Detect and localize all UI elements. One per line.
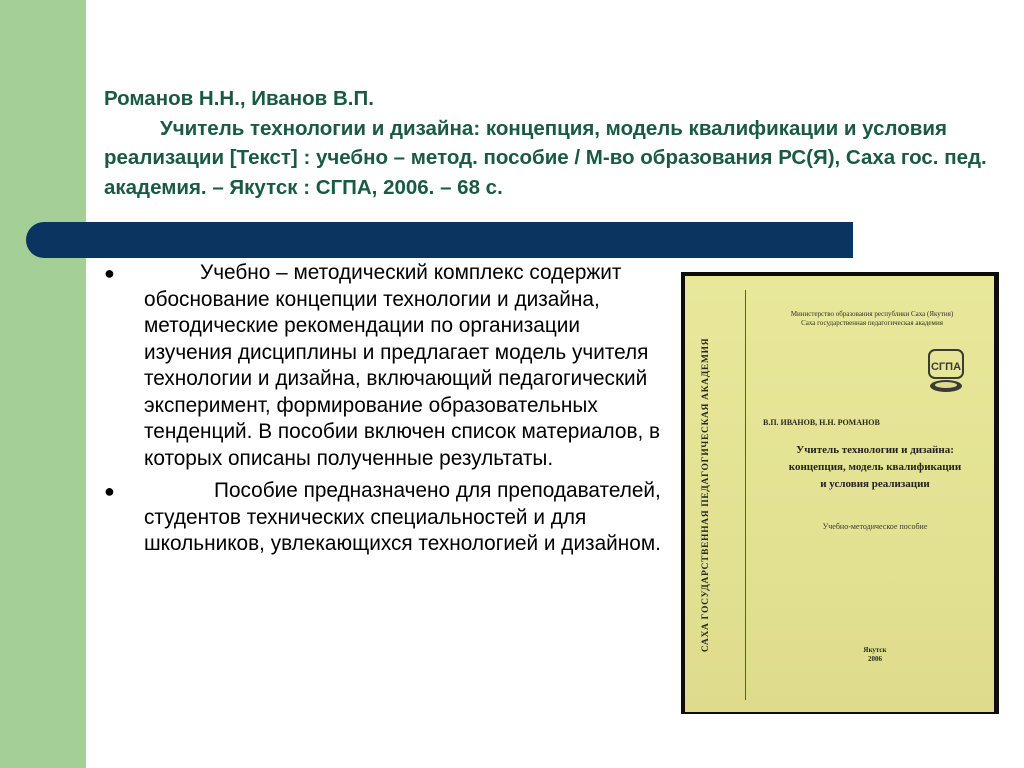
title-divider-bar [26,222,853,258]
title-body: Учитель технологии и дизайна: концепция, модель квалификации и условия реализации [Текст] : учебно – метод. пособие / М-во образования РС(Я), Саха гос. пед. академия. – Якутск : СГПА, 2006. – 68 с. [104,116,987,199]
bullet-1-rest: содержит обоснование концепции технологии и дизайна, методические рекомендации по организации изучения дисциплины и предлагает модель учителя технологии и дизайна, включающий педагогический эксперимент, формирование образовательных тенденций. В пособии включен список материалов, в которых описаны полученные результаты. [144,261,661,470]
bullet-2-first: Пособие предназначено для [214,479,492,502]
svg-text:СГПА: СГПА [930,361,962,373]
book-authors: В.П. ИВАНОВ, Н.Н. РОМАНОВ [763,418,880,427]
bullet-icon: ● [104,263,115,283]
title-authors: Романов Н.Н., Иванов В.П. [104,87,374,110]
list-item [104,260,664,472]
book-title-line-3: и условия реализации [820,478,930,490]
bullet-list [104,260,664,564]
book-subtitle: Учебно-методическое пособие [822,522,928,531]
bullet-2-rest: преподавателей, студентов технических специальностей и для школьников, увлекающихся технологией и дизайном. [144,479,661,555]
slide-title [104,84,1004,202]
book-city: Якутск [863,646,887,654]
book-spine-text: САХА ГОСУДАРСТВЕННАЯ ПЕДАГОГИЧЕСКАЯ АКАДЕМИЯ [700,337,711,653]
book-year: 2006 [868,655,882,663]
book-imprint [763,646,987,664]
book-title [763,442,987,493]
bullet-icon: ● [104,481,115,501]
ministry-line-1: Министерство образования республики Саха (Якутия) [790,310,954,318]
bullet-1-first: Учебно – методический комплекс [200,261,524,284]
academy-logo-icon [921,346,971,396]
book-ministry [767,310,977,328]
book-cover [685,276,994,712]
book-cover-image [681,272,999,714]
book-title-line-2: концепция, модель квалификации [788,461,962,473]
book-title-line-1: Учитель технологии и дизайна: [796,444,954,456]
list-item [104,478,664,558]
spine-divider [745,290,746,700]
ministry-line-2: Саха государственная педагогическая академия [801,319,943,327]
